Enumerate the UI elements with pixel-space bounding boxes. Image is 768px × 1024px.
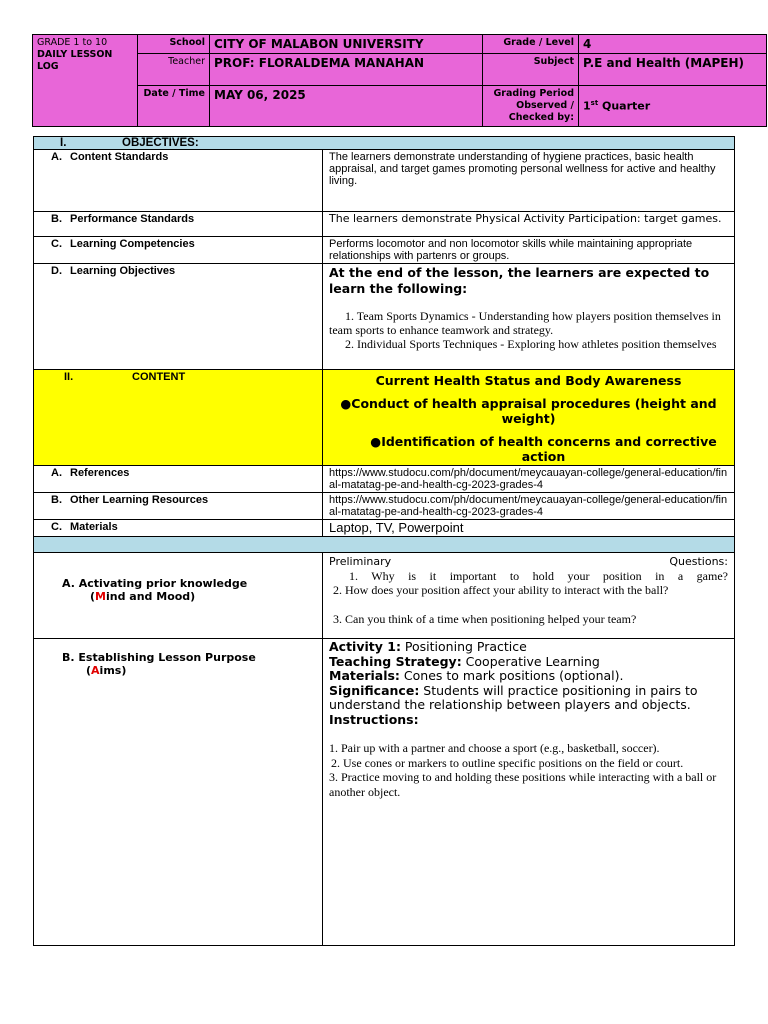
learning-objectives-row [34, 264, 735, 370]
other-resources-link[interactable]: https://www.studocu.com/ph/document/meycauayan-college/general-education/final-matatag-pe-and-health-cg-2023-grades-4 [323, 493, 735, 520]
materials-text: Laptop, TV, Powerpoint [323, 520, 735, 537]
row-letter: B. [51, 213, 62, 225]
content-bullet [329, 396, 728, 426]
subject-value: P.E and Health (MAPEH) [579, 54, 767, 86]
content-bullet-text: Conduct of health appraisal procedures (height and weight) [351, 396, 717, 426]
learning-competencies-row [34, 237, 735, 264]
school-value: CITY OF MALABON UNIVERSITY [210, 35, 483, 54]
grading-label: Grading Period Observed / Checked by: [483, 86, 579, 127]
lesson-purpose-label-cell [34, 639, 323, 946]
grade-level-value: 4 [579, 35, 767, 54]
other-resources-row [34, 493, 735, 520]
content-standards-label: Content Standards [70, 151, 169, 163]
content-title: CONTENT [132, 371, 186, 383]
bullet-icon: ● [370, 434, 382, 449]
objective-item: 2. Individual Sports Techniques - Exploring how athletes position themselves [345, 337, 717, 351]
strategy-label: Teaching Strategy: [329, 653, 462, 669]
question-item: 1. Why is it important to hold your position in a game? [349, 569, 728, 583]
lesson-table [33, 136, 735, 946]
objectives-header-row [34, 137, 735, 150]
spacer-cell [34, 537, 735, 553]
activating-initial: M [95, 590, 106, 603]
date-label: Date / Time [138, 86, 210, 127]
header-table [32, 34, 767, 127]
strategy-line [329, 655, 728, 670]
significance-line [329, 684, 728, 713]
row-letter: A. [51, 467, 62, 479]
lesson-purpose-row [34, 639, 735, 946]
significance-text: Students will practice positioning in pairs to understand the relationship between players and objects. [329, 682, 698, 712]
activating-sub [62, 590, 316, 603]
other-resources-label: Other Learning Resources [70, 494, 209, 506]
performance-standards-label-cell [34, 212, 323, 237]
date-value: MAY 06, 2025 [210, 86, 483, 127]
references-link[interactable]: https://www.studocu.com/ph/document/meycauayan-college/general-education/final-matatag-pe-and-health-cg-2023-grades-4 [323, 466, 735, 493]
teacher-value: PROF: FLORALDEMA MANAHAN [210, 54, 483, 86]
learning-competencies-text: Performs locomotor and non locomotor skills while maintaining appropriate relationships with partenrs or groups. [323, 237, 735, 264]
question-item: 3. Can you think of a time when positioning helped your team? [333, 612, 637, 626]
other-resources-label-cell [34, 493, 323, 520]
row-letter: A. [51, 151, 62, 163]
row-letter: C. [51, 238, 62, 250]
question-item: 2. How does your position affect your ability to interact with the ball? [333, 583, 669, 597]
objectives-header [34, 137, 735, 150]
lesson-purpose-title: Establishing Lesson Purpose [78, 651, 256, 664]
performance-standards-text: The learners demonstrate Physical Activity Participation: target games. [323, 212, 735, 237]
content-bullet-text: Identification of health concerns and corrective action [381, 434, 717, 464]
row-letter: B. [62, 651, 75, 664]
objectives-title: OBJECTIVES: [122, 137, 199, 149]
content-heading: Current Health Status and Body Awareness [375, 373, 682, 388]
content-num: II. [64, 371, 74, 383]
content-standards-label-cell [34, 150, 323, 212]
materials-text-b: Cones to mark positions (optional). [399, 668, 624, 683]
references-row [34, 466, 735, 493]
activating-cell [323, 553, 735, 639]
materials-label-b: Materials: [329, 668, 400, 683]
content-standards-text: The learners demonstrate understanding of hygiene practices, basic health appraisal, and target games promoting personal wellness for active and healthy living. [323, 150, 735, 212]
learning-objectives-label: Learning Objectives [70, 265, 176, 277]
content-bullet [329, 434, 728, 464]
performance-standards-row [34, 212, 735, 237]
significance-label: Significance: [329, 682, 420, 698]
quarter-value [579, 86, 767, 127]
activity-label: Activity 1: [329, 639, 401, 654]
learning-competencies-label: Learning Competencies [70, 238, 195, 250]
activating-label-cell [34, 553, 323, 639]
materials-line [329, 669, 728, 684]
lesson-purpose-sub-rest: ims) [99, 664, 127, 677]
school-label: School [138, 35, 210, 54]
quarter-num: 1 [583, 99, 591, 113]
objectives-num: I. [60, 137, 67, 149]
references-label: References [70, 467, 130, 479]
lesson-purpose-initial: A [91, 664, 100, 677]
quarter-sup: st [590, 99, 599, 108]
lesson-purpose-label [62, 651, 316, 664]
learning-competencies-label-cell [34, 237, 323, 264]
paren: ( [86, 664, 92, 677]
lesson-purpose-sub [62, 664, 316, 677]
performance-standards-label: Performance Standards [70, 213, 195, 225]
quarter-word: Quarter [598, 99, 651, 113]
grade-cell [33, 35, 138, 127]
subject-label: Subject [483, 54, 579, 86]
grade-range: GRADE 1 to 10 [37, 37, 108, 48]
learning-objectives-label-cell [34, 264, 323, 370]
activity-text: Positioning Practice [400, 639, 527, 654]
materials-label-cell [34, 520, 323, 537]
row-letter: C. [51, 521, 62, 533]
spacer-row [34, 537, 735, 553]
grade-level-label: Grade / Level [483, 35, 579, 54]
teacher-label: Teacher [138, 54, 210, 86]
learning-objectives-intro: At the end of the lesson, the learners are expected to learn the following: [329, 265, 710, 296]
instructions-label [329, 713, 728, 728]
content-cell [323, 370, 735, 466]
content-row [34, 370, 735, 466]
activating-sub-rest: ind and Mood) [105, 590, 196, 603]
row-letter: B. [51, 494, 62, 506]
objective-item: 1. Team Sports Dynamics - Understanding how players position themselves in team sports to enhance teamwork and strategy. [329, 309, 721, 337]
instructions-title: Instructions: [329, 711, 419, 727]
lesson-purpose-cell [323, 639, 735, 946]
log-title: DAILY LESSON LOG [37, 49, 113, 72]
prelim-line [329, 555, 728, 569]
activating-row [34, 553, 735, 639]
strategy-text: Cooperative Learning [461, 653, 600, 669]
activating-label [62, 577, 316, 590]
instruction-item: 2. Use cones or markers to outline specific positions on the field or court. [331, 755, 684, 770]
prelim-word: Preliminary [329, 555, 392, 568]
learning-objectives-cell [323, 264, 735, 370]
activating-title: Activating prior knowledge [78, 577, 248, 590]
materials-row [34, 520, 735, 537]
references-label-cell [34, 466, 323, 493]
prelim-word: Questions: [669, 555, 728, 568]
paren: ( [90, 590, 96, 603]
row-letter: D. [51, 265, 62, 277]
bullet-icon: ● [340, 396, 352, 411]
activity-line [329, 640, 728, 655]
content-label-cell [34, 370, 323, 466]
row-letter: A. [62, 577, 75, 590]
instruction-item: 1. Pair up with a partner and choose a sport (e.g., basketball, soccer). [329, 741, 660, 755]
materials-label: Materials [70, 521, 118, 533]
content-standards-row [34, 150, 735, 212]
instruction-item: 3. Practice moving to and holding these positions while interacting with a ball or another object. [329, 770, 717, 799]
